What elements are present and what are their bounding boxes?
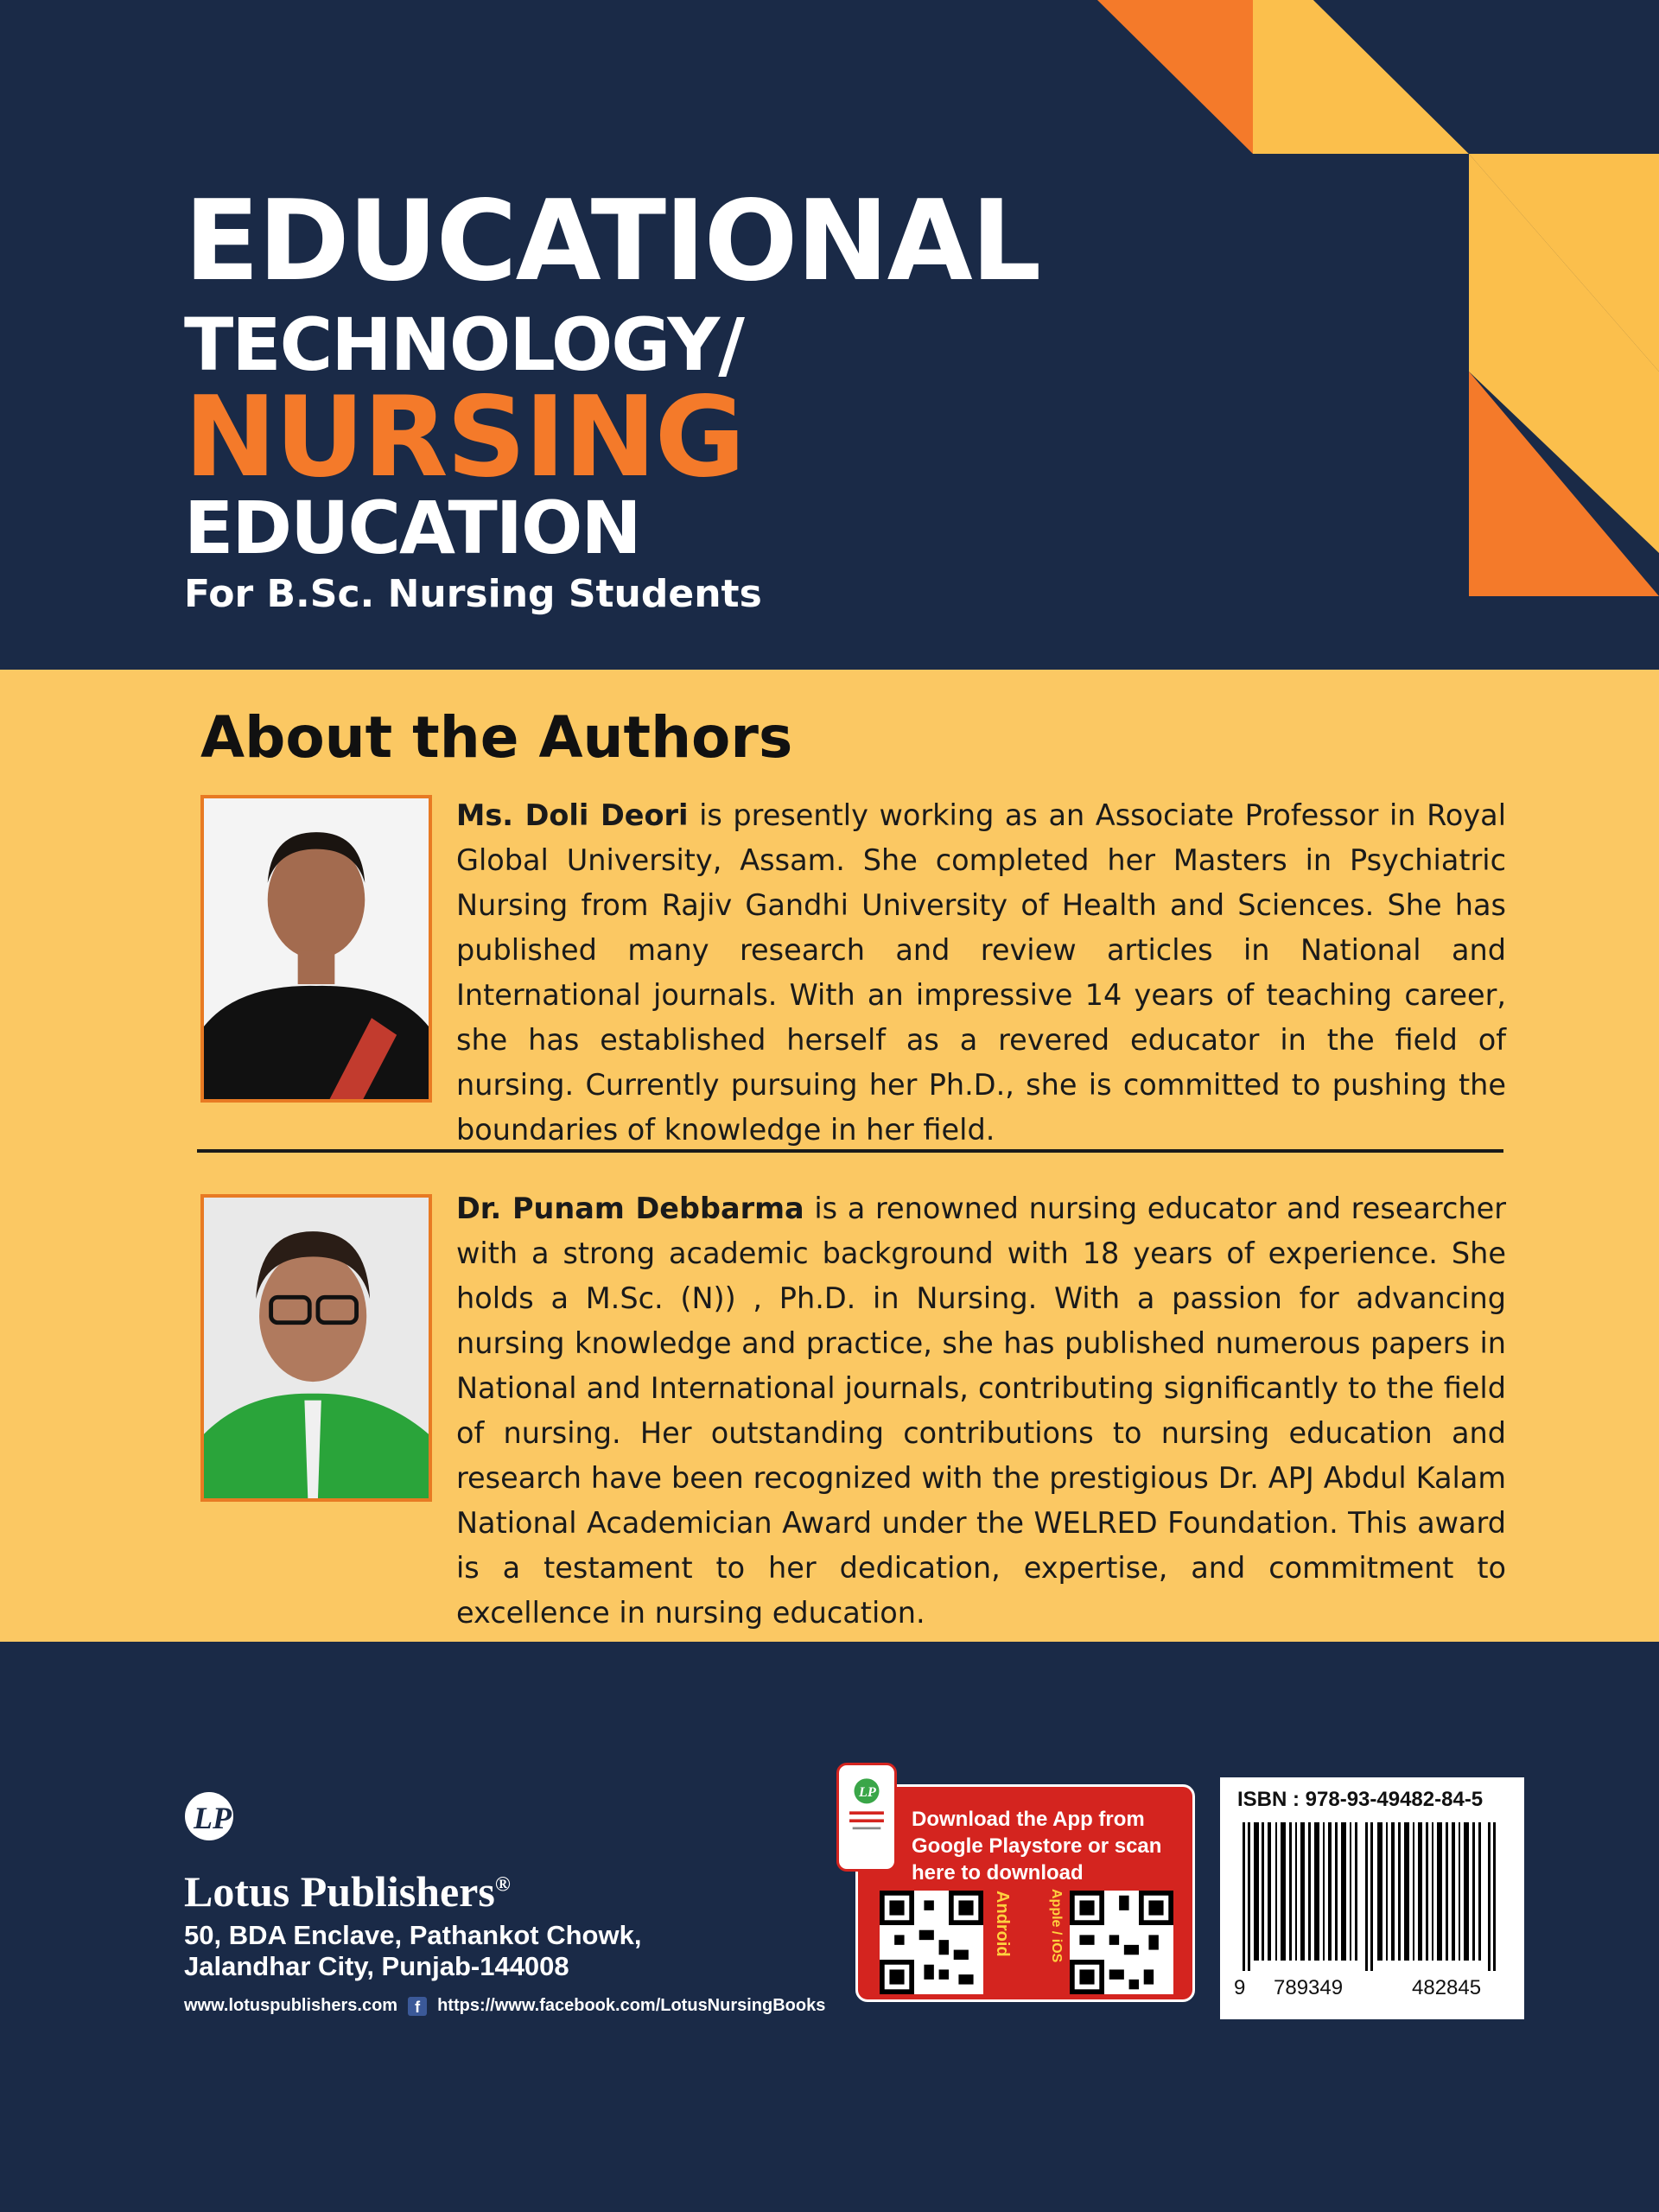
lotus-publishers-logo-icon: [183, 1787, 235, 1846]
author-photo-doli-deori: [200, 795, 432, 1103]
ios-qr-code[interactable]: [1070, 1891, 1173, 1994]
app-download-text: Download the App from Google Playstore or scan here to download: [912, 1808, 1162, 1885]
app-download-promo[interactable]: [855, 1784, 1195, 2002]
publisher-address-line2: Jalandhar City, Punjab-144008: [184, 1951, 569, 1981]
registered-mark: ®: [494, 1873, 511, 1897]
facebook-icon: f: [408, 1997, 427, 2016]
barcode-digits-left: 789349: [1274, 1976, 1344, 1999]
barcode-digit-first: 9: [1234, 1976, 1246, 1999]
title-educational: EDUCATIONAL: [184, 177, 1040, 306]
author-bio-text: is presently working as an Associate Professor in Royal Global University, Assam. She completed her Masters in Psychiatric Nursing from Rajiv Gandhi University of Health and Sciences. She has published many research and review articles in National and International journals. With an impressive 14 years of teaching career, she has established herself as a revered educator in the field of nursing. Currently pursuing her Ph.D., she is committed to pushing the boundaries of knowledge in her field.: [456, 798, 1506, 1147]
authors-divider: [197, 1149, 1503, 1153]
about-heading: About the Authors: [200, 704, 793, 771]
book-subtitle: For B.Sc. Nursing Students: [184, 572, 762, 616]
android-qr-code[interactable]: [880, 1891, 983, 1994]
author-bio-doli-deori: [456, 793, 1506, 1153]
author-name-punam-debbarma: Dr. Punam Debbarma: [456, 1192, 804, 1225]
title-education: EDUCATION: [184, 486, 640, 570]
isbn-label: ISBN : 978-93-49482-84-5: [1237, 1788, 1484, 1811]
publisher-name: [184, 1866, 511, 1916]
phone-app-icon: [836, 1763, 897, 1872]
author-photo-punam-debbarma: [200, 1194, 432, 1502]
svg-text:LP: LP: [194, 1801, 232, 1835]
isbn-barcode-box: [1220, 1777, 1524, 2019]
title-technology: TECHNOLOGY/: [184, 302, 743, 387]
publisher-links: [184, 1996, 825, 2016]
facebook-link[interactable]: https://www.facebook.com/LotusNursingBooks: [437, 1996, 826, 2015]
barcode-icon: [1237, 1822, 1505, 1971]
website-link[interactable]: www.lotuspublishers.com: [184, 1996, 398, 2015]
author-name-doli-deori: Ms. Doli Deori: [456, 798, 689, 832]
title-nursing: NURSING: [184, 373, 744, 502]
publisher-name-text: Lotus Publishers: [184, 1867, 495, 1916]
publisher-address-line1: 50, BDA Enclave, Pathankot Chowk,: [184, 1920, 642, 1950]
barcode-digits-right: 482845: [1412, 1976, 1482, 1999]
author-bio-text: is a renowned nursing educator and researcher with a strong academic background with 18 years of experience. She holds a M.Sc. (N)) , Ph.D. in Nursing. With a passion for advancing nursing knowledge and practice, she has published numerous papers in National and International journals, contributing significantly to the field of nursing. Her outstanding contributions to nursing education and research have been recognized with the prestigious Dr. APJ Abdul Kalam National Academician Award under the WELRED Foundation. This award is a testament to her dedication, expertise, and commitment to excellence in nursing education.: [456, 1192, 1506, 1630]
android-label: Android: [993, 1891, 1012, 1957]
ios-label: Apple / iOS: [1049, 1889, 1064, 1963]
cover-top-section: [0, 0, 1659, 670]
svg-text:LP: LP: [858, 1783, 876, 1801]
author-bio-punam-debbarma: [456, 1186, 1506, 1636]
